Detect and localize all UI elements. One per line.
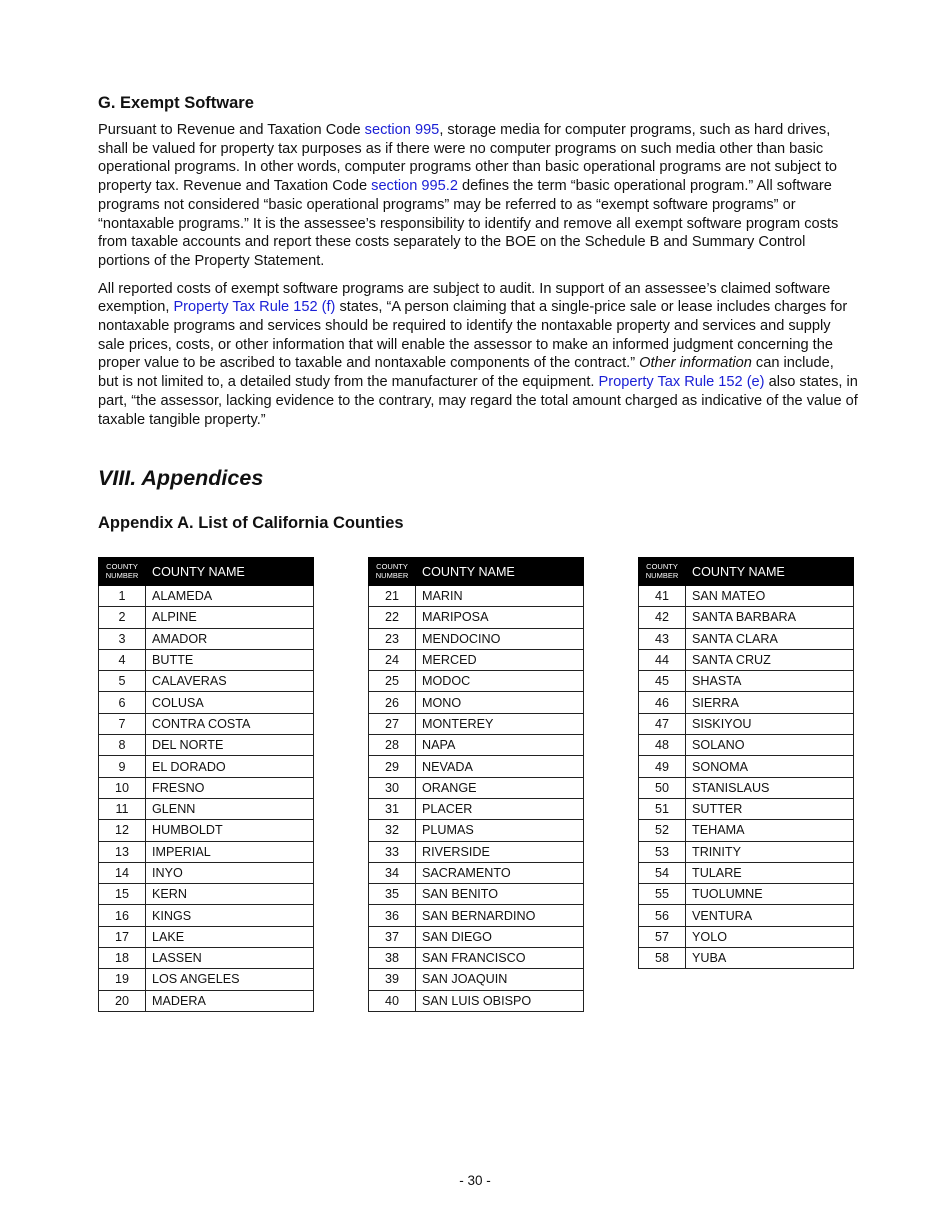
county-name: PLUMAS bbox=[416, 820, 584, 841]
county-name: COLUSA bbox=[146, 692, 314, 713]
county-name: YOLO bbox=[686, 926, 854, 947]
county-name: SAN BERNARDINO bbox=[416, 905, 584, 926]
county-number: 35 bbox=[369, 884, 416, 905]
table-row bbox=[99, 692, 314, 713]
paragraph-text: defines the term “basic operational program.” All software programs not considered “basic operational programs” may be referred to as “exempt software programs” or “nontaxable programs.” It is the assessee’s responsibility to identify and remove all exempt software program costs from taxable accounts and report these costs separately to the BOE on the Schedule B and Summary Control portions of the Property Statement. bbox=[98, 178, 839, 269]
county-number: 37 bbox=[369, 926, 416, 947]
table-row bbox=[99, 926, 314, 947]
county-name: SANTA BARBARA bbox=[686, 607, 854, 628]
county-number: 44 bbox=[639, 649, 686, 670]
table-row bbox=[369, 756, 584, 777]
table-row bbox=[639, 692, 854, 713]
document-page bbox=[98, 93, 858, 1008]
county-name: SANTA CLARA bbox=[686, 628, 854, 649]
section-heading-exempt-software: G. Exempt Software bbox=[98, 94, 254, 112]
county-name: INYO bbox=[146, 862, 314, 883]
county-name-header: COUNTY NAME bbox=[686, 558, 854, 586]
table-row bbox=[369, 948, 584, 969]
table-row bbox=[99, 820, 314, 841]
county-number: 24 bbox=[369, 649, 416, 670]
county-number: 20 bbox=[99, 990, 146, 1011]
table-row bbox=[639, 628, 854, 649]
table-row bbox=[639, 586, 854, 607]
county-name: ALAMEDA bbox=[146, 586, 314, 607]
appendices-title: VIII. Appendices bbox=[98, 466, 264, 491]
county-number: 56 bbox=[639, 905, 686, 926]
county-number: 6 bbox=[99, 692, 146, 713]
county-number-header: COUNTY NUMBER bbox=[369, 558, 416, 586]
table-row bbox=[369, 586, 584, 607]
table-row bbox=[639, 884, 854, 905]
county-number: 7 bbox=[99, 713, 146, 734]
county-name: SAN DIEGO bbox=[416, 926, 584, 947]
page-number: - 30 - bbox=[459, 1173, 491, 1188]
county-name: DEL NORTE bbox=[146, 735, 314, 756]
county-name: MONO bbox=[416, 692, 584, 713]
county-name: EL DORADO bbox=[146, 756, 314, 777]
appendix-a-title: Appendix A. List of California Counties bbox=[98, 514, 404, 532]
county-number: 9 bbox=[99, 756, 146, 777]
county-number: 8 bbox=[99, 735, 146, 756]
table-row bbox=[99, 948, 314, 969]
reference-link[interactable]: Property Tax Rule 152 (e) bbox=[598, 374, 765, 391]
county-name: ALPINE bbox=[146, 607, 314, 628]
table-row bbox=[639, 735, 854, 756]
table-row bbox=[99, 607, 314, 628]
county-number: 11 bbox=[99, 798, 146, 819]
table-row bbox=[639, 905, 854, 926]
county-name: GLENN bbox=[146, 798, 314, 819]
table-row bbox=[99, 990, 314, 1011]
county-number: 54 bbox=[639, 862, 686, 883]
table-header-row bbox=[369, 558, 584, 586]
county-name: MARIPOSA bbox=[416, 607, 584, 628]
county-name: STANISLAUS bbox=[686, 777, 854, 798]
county-number: 21 bbox=[369, 586, 416, 607]
county-number: 16 bbox=[99, 905, 146, 926]
county-table-1 bbox=[98, 557, 314, 1012]
county-number: 28 bbox=[369, 735, 416, 756]
italic-text: Other information bbox=[639, 355, 752, 372]
county-name: TULARE bbox=[686, 862, 854, 883]
county-number: 26 bbox=[369, 692, 416, 713]
county-number: 3 bbox=[99, 628, 146, 649]
table-row bbox=[369, 969, 584, 990]
county-number: 48 bbox=[639, 735, 686, 756]
table-row bbox=[369, 990, 584, 1011]
county-number: 22 bbox=[369, 607, 416, 628]
county-name: SHASTA bbox=[686, 671, 854, 692]
county-number: 53 bbox=[639, 841, 686, 862]
county-number: 30 bbox=[369, 777, 416, 798]
table-row bbox=[99, 905, 314, 926]
table-row bbox=[639, 926, 854, 947]
county-number: 40 bbox=[369, 990, 416, 1011]
reference-link[interactable]: section 995.2 bbox=[371, 178, 458, 195]
county-name: VENTURA bbox=[686, 905, 854, 926]
paragraph-text: states, “A person claiming that a single-price sale or lease includes charges for nontaxable programs and services should be required to identify the nontaxable property and services and supply sale prices, costs, or other information that will enable the assessor to make an informed judgment concerning the proper value to be ascribed to taxable and nontaxable components of the contract.” bbox=[98, 299, 848, 372]
paragraph-text: All reported costs of exempt software programs are subject to audit. In support of an assessee’s claimed software exemption, bbox=[98, 280, 831, 316]
table-row bbox=[369, 862, 584, 883]
county-number: 14 bbox=[99, 862, 146, 883]
table-row bbox=[639, 820, 854, 841]
table-row bbox=[369, 607, 584, 628]
county-name: MENDOCINO bbox=[416, 628, 584, 649]
table-row bbox=[639, 649, 854, 670]
table-row bbox=[369, 713, 584, 734]
county-name: SONOMA bbox=[686, 756, 854, 777]
paragraph-text: , storage media for computer programs, such as hard drives, shall be valued for property tax purposes as if there were no computer programs on such media other than basic operational programs. In other words, computer programs other than basic operational programs are not subject to property tax. Revenue and Taxation Code bbox=[98, 122, 837, 195]
county-number: 55 bbox=[639, 884, 686, 905]
county-number: 49 bbox=[639, 756, 686, 777]
table-row bbox=[369, 671, 584, 692]
paragraph-text: can include, but is not limited to, a detailed study from the manufacturer of the equipment. bbox=[98, 355, 834, 391]
county-number: 17 bbox=[99, 926, 146, 947]
county-number: 34 bbox=[369, 862, 416, 883]
county-name: SUTTER bbox=[686, 798, 854, 819]
county-number: 58 bbox=[639, 948, 686, 969]
county-name: NAPA bbox=[416, 735, 584, 756]
county-name: ORANGE bbox=[416, 777, 584, 798]
table-row bbox=[99, 798, 314, 819]
county-name-header: COUNTY NAME bbox=[146, 558, 314, 586]
table-row bbox=[99, 862, 314, 883]
county-name: SAN FRANCISCO bbox=[416, 948, 584, 969]
county-name: PLACER bbox=[416, 798, 584, 819]
county-name: SOLANO bbox=[686, 735, 854, 756]
county-number: 31 bbox=[369, 798, 416, 819]
reference-link[interactable]: section 995 bbox=[364, 122, 440, 138]
county-number: 10 bbox=[99, 777, 146, 798]
table-row bbox=[369, 649, 584, 670]
county-name: KINGS bbox=[146, 905, 314, 926]
county-number: 32 bbox=[369, 820, 416, 841]
table-row bbox=[99, 671, 314, 692]
county-number: 51 bbox=[639, 798, 686, 819]
table-row bbox=[99, 735, 314, 756]
county-name: IMPERIAL bbox=[146, 841, 314, 862]
table-row bbox=[639, 862, 854, 883]
paragraph-text: Pursuant to Revenue and Taxation Code bbox=[98, 122, 365, 138]
county-number: 39 bbox=[369, 969, 416, 990]
county-name: SIERRA bbox=[686, 692, 854, 713]
table-row bbox=[369, 798, 584, 819]
table-row bbox=[639, 798, 854, 819]
county-name: RIVERSIDE bbox=[416, 841, 584, 862]
county-number: 43 bbox=[639, 628, 686, 649]
county-name: HUMBOLDT bbox=[146, 820, 314, 841]
table-row bbox=[639, 777, 854, 798]
paragraph-exempt-software-1 bbox=[98, 121, 858, 271]
county-name: CONTRA COSTA bbox=[146, 713, 314, 734]
table-row bbox=[99, 756, 314, 777]
table-row bbox=[639, 841, 854, 862]
county-name: FRESNO bbox=[146, 777, 314, 798]
county-name: AMADOR bbox=[146, 628, 314, 649]
table-row bbox=[99, 841, 314, 862]
county-number: 46 bbox=[639, 692, 686, 713]
table-row bbox=[99, 649, 314, 670]
county-name: MARIN bbox=[416, 586, 584, 607]
table-row bbox=[369, 628, 584, 649]
county-name: LASSEN bbox=[146, 948, 314, 969]
county-number-header: COUNTY NUMBER bbox=[639, 558, 686, 586]
county-number: 47 bbox=[639, 713, 686, 734]
county-number: 50 bbox=[639, 777, 686, 798]
county-name: SAN JOAQUIN bbox=[416, 969, 584, 990]
county-name: BUTTE bbox=[146, 649, 314, 670]
table-header-row bbox=[639, 558, 854, 586]
county-number: 13 bbox=[99, 841, 146, 862]
county-name-header: COUNTY NAME bbox=[416, 558, 584, 586]
county-number: 52 bbox=[639, 820, 686, 841]
table-row bbox=[369, 841, 584, 862]
county-name: LOS ANGELES bbox=[146, 969, 314, 990]
table-row bbox=[99, 586, 314, 607]
county-name: TRINITY bbox=[686, 841, 854, 862]
county-number: 4 bbox=[99, 649, 146, 670]
paragraph-exempt-software-2 bbox=[98, 280, 858, 430]
county-table-2 bbox=[368, 557, 584, 1012]
county-name: SAN LUIS OBISPO bbox=[416, 990, 584, 1011]
county-number: 19 bbox=[99, 969, 146, 990]
county-number: 57 bbox=[639, 926, 686, 947]
paragraph-text: also states, in part, “the assessor, lacking evidence to the contrary, may regard the total amount charged as indicative of the value of taxable tangible property.” bbox=[98, 374, 858, 428]
table-row bbox=[639, 607, 854, 628]
table-row bbox=[639, 948, 854, 969]
county-number: 38 bbox=[369, 948, 416, 969]
table-row bbox=[639, 756, 854, 777]
county-number: 12 bbox=[99, 820, 146, 841]
county-number: 2 bbox=[99, 607, 146, 628]
table-row bbox=[369, 692, 584, 713]
county-name: KERN bbox=[146, 884, 314, 905]
table-row bbox=[369, 820, 584, 841]
county-number: 33 bbox=[369, 841, 416, 862]
county-number: 18 bbox=[99, 948, 146, 969]
table-row bbox=[369, 884, 584, 905]
county-number: 41 bbox=[639, 586, 686, 607]
county-name: MADERA bbox=[146, 990, 314, 1011]
county-name: SACRAMENTO bbox=[416, 862, 584, 883]
county-number: 29 bbox=[369, 756, 416, 777]
county-name: TEHAMA bbox=[686, 820, 854, 841]
table-row bbox=[639, 671, 854, 692]
county-table-3 bbox=[638, 557, 854, 969]
county-name: MODOC bbox=[416, 671, 584, 692]
county-name: SANTA CRUZ bbox=[686, 649, 854, 670]
county-number: 25 bbox=[369, 671, 416, 692]
county-name: CALAVERAS bbox=[146, 671, 314, 692]
county-number: 27 bbox=[369, 713, 416, 734]
table-row bbox=[99, 884, 314, 905]
county-number-header: COUNTY NUMBER bbox=[99, 558, 146, 586]
county-number: 36 bbox=[369, 905, 416, 926]
county-number: 23 bbox=[369, 628, 416, 649]
table-row bbox=[369, 926, 584, 947]
county-name: MERCED bbox=[416, 649, 584, 670]
county-number: 45 bbox=[639, 671, 686, 692]
county-number: 15 bbox=[99, 884, 146, 905]
county-name: MONTEREY bbox=[416, 713, 584, 734]
county-name: YUBA bbox=[686, 948, 854, 969]
table-row bbox=[639, 713, 854, 734]
county-number: 1 bbox=[99, 586, 146, 607]
county-name: SAN MATEO bbox=[686, 586, 854, 607]
county-name: TUOLUMNE bbox=[686, 884, 854, 905]
county-number: 5 bbox=[99, 671, 146, 692]
table-row bbox=[99, 628, 314, 649]
county-name: LAKE bbox=[146, 926, 314, 947]
county-name: SAN BENITO bbox=[416, 884, 584, 905]
table-row bbox=[369, 905, 584, 926]
reference-link[interactable]: Property Tax Rule 152 (f) bbox=[173, 299, 336, 316]
county-name: NEVADA bbox=[416, 756, 584, 777]
table-row bbox=[369, 735, 584, 756]
table-header-row bbox=[99, 558, 314, 586]
table-row bbox=[99, 777, 314, 798]
county-number: 42 bbox=[639, 607, 686, 628]
table-row bbox=[99, 713, 314, 734]
table-row bbox=[369, 777, 584, 798]
county-name: SISKIYOU bbox=[686, 713, 854, 734]
table-row bbox=[99, 969, 314, 990]
